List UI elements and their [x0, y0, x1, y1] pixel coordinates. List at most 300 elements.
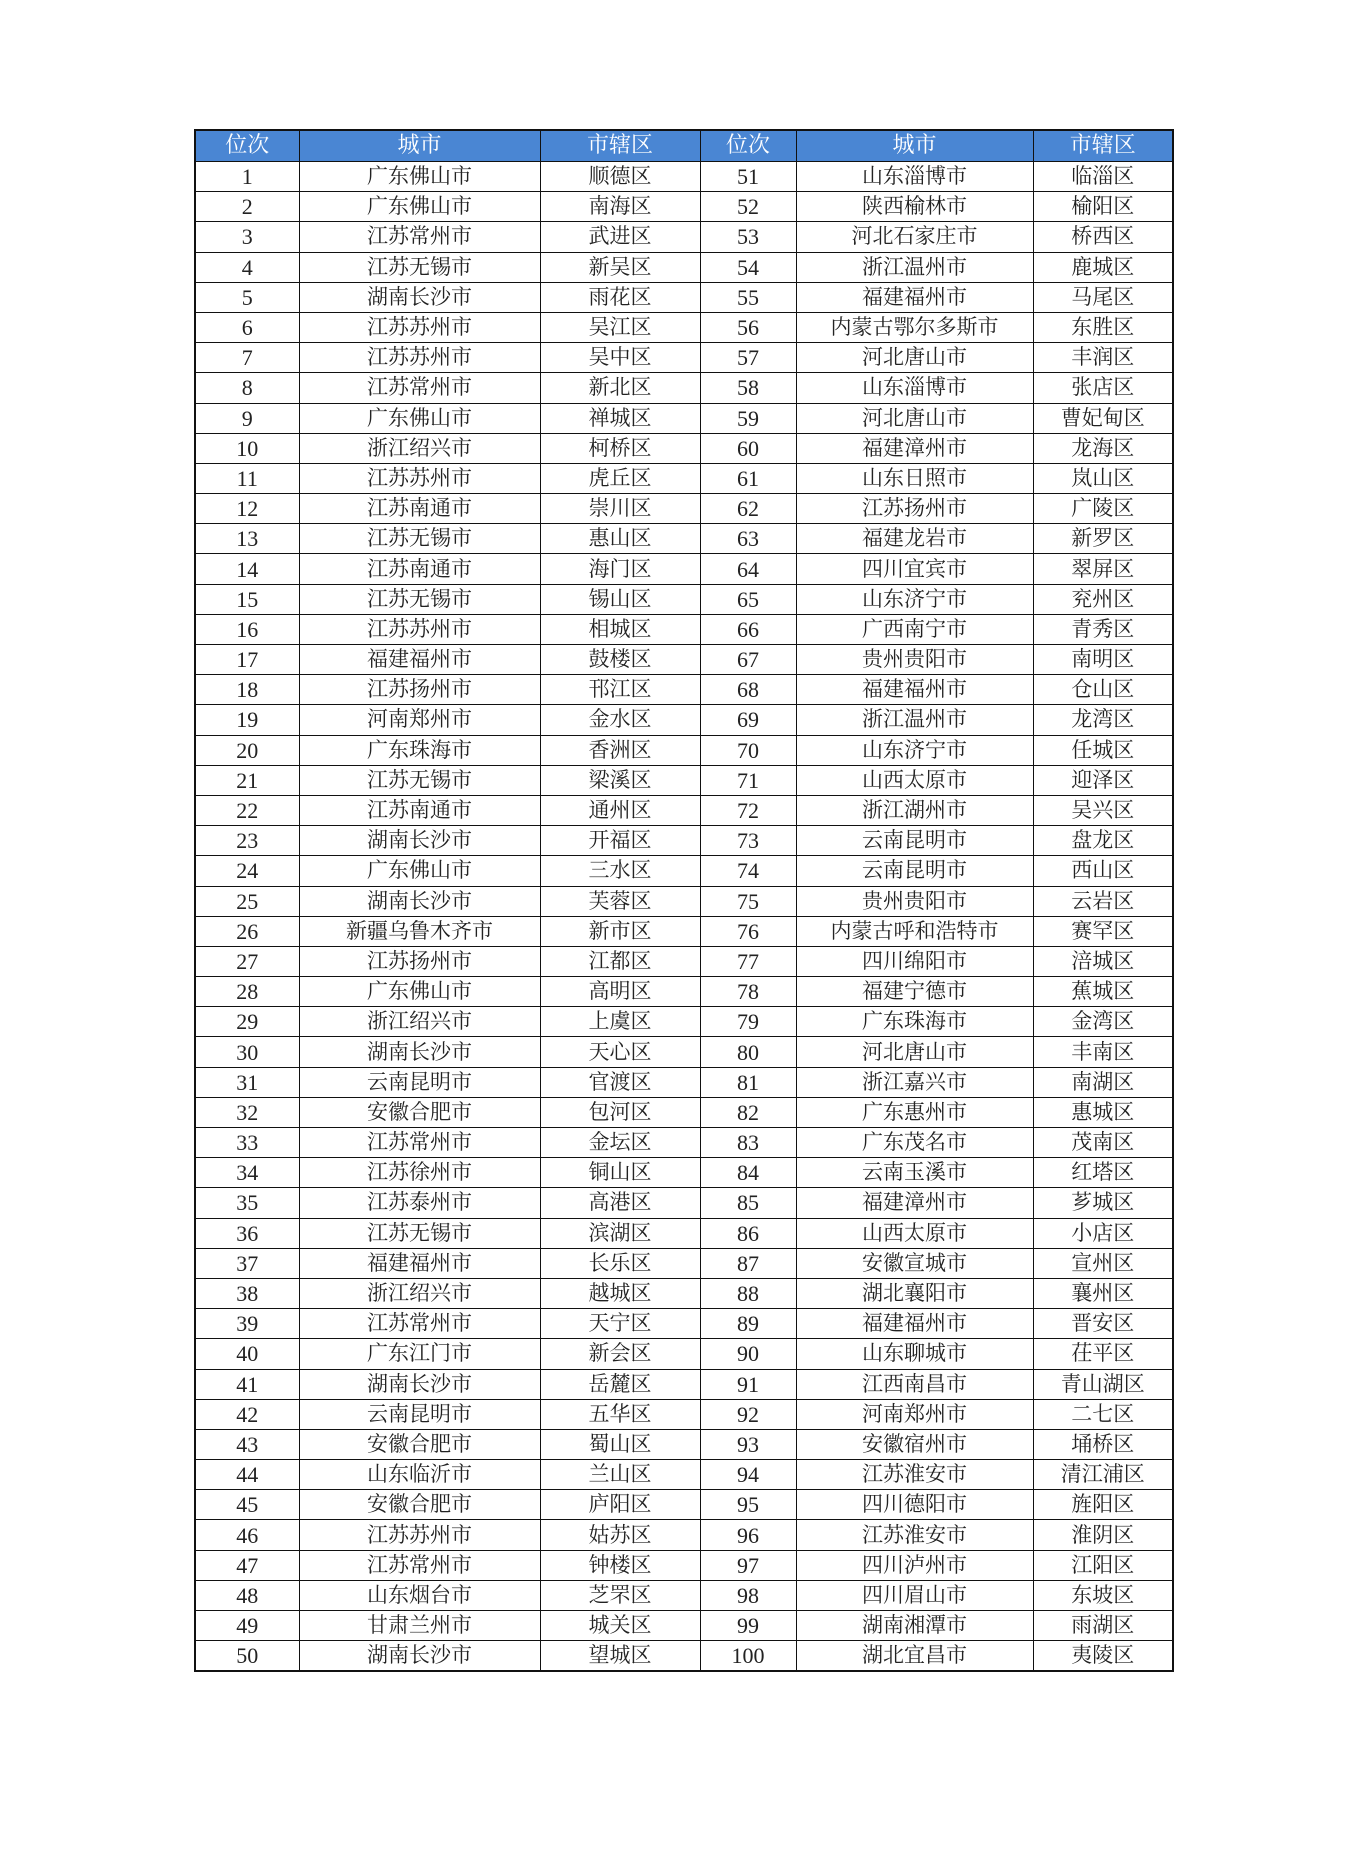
- table-row: [195, 1580, 1173, 1610]
- rank-right-cell: 54: [700, 252, 796, 282]
- district-right-cell: 旌阳区: [1033, 1490, 1173, 1520]
- city-right-cell: 云南昆明市: [796, 856, 1033, 886]
- district-left-cell: 城关区: [540, 1611, 700, 1641]
- table-row: [195, 1248, 1173, 1278]
- rank-left-cell: 46: [195, 1520, 299, 1550]
- table-row: [195, 162, 1173, 192]
- district-right-cell: 马尾区: [1033, 282, 1173, 312]
- rank-left-cell: 44: [195, 1460, 299, 1490]
- district-left-cell: 长乐区: [540, 1248, 700, 1278]
- table-row: [195, 433, 1173, 463]
- district-left-cell: 武进区: [540, 222, 700, 252]
- district-left-cell: 滨湖区: [540, 1218, 700, 1248]
- rank-left-cell: 47: [195, 1550, 299, 1580]
- district-right-cell: 南湖区: [1033, 1067, 1173, 1097]
- district-left-cell: 邗江区: [540, 675, 700, 705]
- city-left-cell: 安徽合肥市: [299, 1097, 540, 1127]
- rank-left-cell: 25: [195, 886, 299, 916]
- district-right-cell: 鹿城区: [1033, 252, 1173, 282]
- district-right-cell: 青秀区: [1033, 614, 1173, 644]
- city-left-cell: 江苏苏州市: [299, 343, 540, 373]
- district-left-cell: 五华区: [540, 1399, 700, 1429]
- rank-left-cell: 27: [195, 946, 299, 976]
- table-row: [195, 524, 1173, 554]
- district-right-cell: 芗城区: [1033, 1188, 1173, 1218]
- district-left-cell: 相城区: [540, 614, 700, 644]
- district-left-cell: 鼓楼区: [540, 645, 700, 675]
- city-left-cell: 江苏苏州市: [299, 1520, 540, 1550]
- city-right-cell: 山东聊城市: [796, 1339, 1033, 1369]
- rank-left-cell: 15: [195, 584, 299, 614]
- table-row: [195, 1460, 1173, 1490]
- city-left-cell: 广东佛山市: [299, 192, 540, 222]
- header-rank-left: 位次: [195, 130, 299, 162]
- rank-left-cell: 32: [195, 1097, 299, 1127]
- district-left-cell: 姑苏区: [540, 1520, 700, 1550]
- table-row: [195, 1097, 1173, 1127]
- district-right-cell: 云岩区: [1033, 886, 1173, 916]
- district-right-cell: 丰润区: [1033, 343, 1173, 373]
- city-right-cell: 河南郑州市: [796, 1399, 1033, 1429]
- rank-right-cell: 93: [700, 1429, 796, 1459]
- city-left-cell: 云南昆明市: [299, 1399, 540, 1429]
- city-right-cell: 安徽宿州市: [796, 1429, 1033, 1459]
- city-right-cell: 广东惠州市: [796, 1097, 1033, 1127]
- rank-left-cell: 48: [195, 1580, 299, 1610]
- rank-right-cell: 88: [700, 1278, 796, 1308]
- district-left-cell: 开福区: [540, 826, 700, 856]
- table-row: [195, 645, 1173, 675]
- city-left-cell: 甘肃兰州市: [299, 1611, 540, 1641]
- rank-right-cell: 69: [700, 705, 796, 735]
- rank-right-cell: 90: [700, 1339, 796, 1369]
- header-city-left: 城市: [299, 130, 540, 162]
- rank-right-cell: 84: [700, 1158, 796, 1188]
- city-right-cell: 浙江湖州市: [796, 795, 1033, 825]
- city-right-cell: 浙江温州市: [796, 252, 1033, 282]
- rank-left-cell: 17: [195, 645, 299, 675]
- city-right-cell: 福建宁德市: [796, 977, 1033, 1007]
- district-right-cell: 江阳区: [1033, 1550, 1173, 1580]
- city-left-cell: 江苏常州市: [299, 222, 540, 252]
- district-ranking-table: [194, 129, 1174, 1672]
- rank-left-cell: 24: [195, 856, 299, 886]
- rank-left-cell: 28: [195, 977, 299, 1007]
- city-left-cell: 新疆乌鲁木齐市: [299, 916, 540, 946]
- city-left-cell: 山东烟台市: [299, 1580, 540, 1610]
- city-right-cell: 四川绵阳市: [796, 946, 1033, 976]
- district-right-cell: 仓山区: [1033, 675, 1173, 705]
- district-right-cell: 东坡区: [1033, 1580, 1173, 1610]
- city-left-cell: 广东江门市: [299, 1339, 540, 1369]
- district-left-cell: 新市区: [540, 916, 700, 946]
- city-right-cell: 福建漳州市: [796, 433, 1033, 463]
- rank-right-cell: 87: [700, 1248, 796, 1278]
- rank-right-cell: 82: [700, 1097, 796, 1127]
- district-left-cell: 吴江区: [540, 312, 700, 342]
- district-left-cell: 通州区: [540, 795, 700, 825]
- table-row: [195, 1037, 1173, 1067]
- city-left-cell: 江苏扬州市: [299, 946, 540, 976]
- rank-right-cell: 66: [700, 614, 796, 644]
- table-body: [195, 162, 1173, 1672]
- city-right-cell: 河北唐山市: [796, 1037, 1033, 1067]
- city-left-cell: 广东珠海市: [299, 735, 540, 765]
- district-right-cell: 埇桥区: [1033, 1429, 1173, 1459]
- city-right-cell: 山西太原市: [796, 765, 1033, 795]
- rank-right-cell: 83: [700, 1128, 796, 1158]
- rank-right-cell: 51: [700, 162, 796, 192]
- table-row: [195, 1339, 1173, 1369]
- city-left-cell: 江苏常州市: [299, 1128, 540, 1158]
- district-left-cell: 吴中区: [540, 343, 700, 373]
- district-right-cell: 迎泽区: [1033, 765, 1173, 795]
- table-row: [195, 463, 1173, 493]
- city-right-cell: 云南昆明市: [796, 826, 1033, 856]
- city-right-cell: 山西太原市: [796, 1218, 1033, 1248]
- table-row: [195, 1067, 1173, 1097]
- city-right-cell: 福建福州市: [796, 675, 1033, 705]
- table-row: [195, 1369, 1173, 1399]
- rank-right-cell: 73: [700, 826, 796, 856]
- district-left-cell: 兰山区: [540, 1460, 700, 1490]
- rank-left-cell: 18: [195, 675, 299, 705]
- table-row: [195, 1007, 1173, 1037]
- city-right-cell: 山东日照市: [796, 463, 1033, 493]
- district-right-cell: 茌平区: [1033, 1339, 1173, 1369]
- city-right-cell: 山东济宁市: [796, 584, 1033, 614]
- city-right-cell: 内蒙古呼和浩特市: [796, 916, 1033, 946]
- city-left-cell: 江苏南通市: [299, 795, 540, 825]
- district-left-cell: 蜀山区: [540, 1429, 700, 1459]
- rank-right-cell: 100: [700, 1641, 796, 1672]
- rank-right-cell: 95: [700, 1490, 796, 1520]
- city-right-cell: 四川宜宾市: [796, 554, 1033, 584]
- district-right-cell: 茂南区: [1033, 1128, 1173, 1158]
- district-right-cell: 襄州区: [1033, 1278, 1173, 1308]
- table-row: [195, 826, 1173, 856]
- rank-left-cell: 6: [195, 312, 299, 342]
- rank-left-cell: 9: [195, 403, 299, 433]
- rank-right-cell: 72: [700, 795, 796, 825]
- city-right-cell: 福建龙岩市: [796, 524, 1033, 554]
- district-left-cell: 金坛区: [540, 1128, 700, 1158]
- city-right-cell: 山东淄博市: [796, 373, 1033, 403]
- rank-left-cell: 45: [195, 1490, 299, 1520]
- district-right-cell: 桥西区: [1033, 222, 1173, 252]
- table-row: [195, 1218, 1173, 1248]
- rank-left-cell: 30: [195, 1037, 299, 1067]
- district-left-cell: 海门区: [540, 554, 700, 584]
- table-row: [195, 1278, 1173, 1308]
- rank-right-cell: 56: [700, 312, 796, 342]
- rank-right-cell: 76: [700, 916, 796, 946]
- city-right-cell: 四川眉山市: [796, 1580, 1033, 1610]
- table-row: [195, 886, 1173, 916]
- table-row: [195, 343, 1173, 373]
- city-right-cell: 福建漳州市: [796, 1188, 1033, 1218]
- rank-right-cell: 61: [700, 463, 796, 493]
- district-right-cell: 雨湖区: [1033, 1611, 1173, 1641]
- rank-left-cell: 33: [195, 1128, 299, 1158]
- city-left-cell: 云南昆明市: [299, 1067, 540, 1097]
- city-left-cell: 江苏无锡市: [299, 765, 540, 795]
- city-left-cell: 江苏无锡市: [299, 584, 540, 614]
- city-right-cell: 湖北宜昌市: [796, 1641, 1033, 1672]
- rank-left-cell: 41: [195, 1369, 299, 1399]
- district-left-cell: 上虞区: [540, 1007, 700, 1037]
- district-left-cell: 锡山区: [540, 584, 700, 614]
- rank-right-cell: 63: [700, 524, 796, 554]
- table-row: [195, 1550, 1173, 1580]
- district-right-cell: 岚山区: [1033, 463, 1173, 493]
- rank-right-cell: 86: [700, 1218, 796, 1248]
- rank-right-cell: 74: [700, 856, 796, 886]
- district-left-cell: 天心区: [540, 1037, 700, 1067]
- city-left-cell: 江苏扬州市: [299, 675, 540, 705]
- district-right-cell: 夷陵区: [1033, 1641, 1173, 1672]
- table-row: [195, 192, 1173, 222]
- rank-right-cell: 92: [700, 1399, 796, 1429]
- rank-left-cell: 16: [195, 614, 299, 644]
- rank-right-cell: 59: [700, 403, 796, 433]
- city-left-cell: 江苏常州市: [299, 373, 540, 403]
- district-left-cell: 雨花区: [540, 282, 700, 312]
- city-left-cell: 浙江绍兴市: [299, 433, 540, 463]
- table-row: [195, 1188, 1173, 1218]
- rank-right-cell: 53: [700, 222, 796, 252]
- district-right-cell: 龙海区: [1033, 433, 1173, 463]
- rank-left-cell: 4: [195, 252, 299, 282]
- district-right-cell: 任城区: [1033, 735, 1173, 765]
- rank-left-cell: 23: [195, 826, 299, 856]
- city-right-cell: 河北唐山市: [796, 403, 1033, 433]
- rank-right-cell: 81: [700, 1067, 796, 1097]
- city-right-cell: 云南玉溪市: [796, 1158, 1033, 1188]
- district-left-cell: 江都区: [540, 946, 700, 976]
- rank-left-cell: 42: [195, 1399, 299, 1429]
- rank-left-cell: 1: [195, 162, 299, 192]
- city-left-cell: 广东佛山市: [299, 856, 540, 886]
- city-left-cell: 福建福州市: [299, 1248, 540, 1278]
- rank-right-cell: 70: [700, 735, 796, 765]
- table-row: [195, 735, 1173, 765]
- table-row: [195, 312, 1173, 342]
- city-left-cell: 福建福州市: [299, 645, 540, 675]
- city-right-cell: 江苏淮安市: [796, 1520, 1033, 1550]
- city-right-cell: 福建福州市: [796, 282, 1033, 312]
- district-right-cell: 二七区: [1033, 1399, 1173, 1429]
- city-right-cell: 安徽宣城市: [796, 1248, 1033, 1278]
- district-right-cell: 张店区: [1033, 373, 1173, 403]
- rank-right-cell: 85: [700, 1188, 796, 1218]
- district-left-cell: 禅城区: [540, 403, 700, 433]
- rank-left-cell: 21: [195, 765, 299, 795]
- rank-right-cell: 52: [700, 192, 796, 222]
- district-left-cell: 芝罘区: [540, 1580, 700, 1610]
- city-right-cell: 浙江温州市: [796, 705, 1033, 735]
- district-right-cell: 金湾区: [1033, 1007, 1173, 1037]
- table-row: [195, 554, 1173, 584]
- city-right-cell: 江西南昌市: [796, 1369, 1033, 1399]
- district-right-cell: 赛罕区: [1033, 916, 1173, 946]
- rank-left-cell: 7: [195, 343, 299, 373]
- district-left-cell: 南海区: [540, 192, 700, 222]
- rank-left-cell: 35: [195, 1188, 299, 1218]
- table-header: [195, 130, 1173, 162]
- table-row: [195, 795, 1173, 825]
- district-left-cell: 新北区: [540, 373, 700, 403]
- city-left-cell: 湖南长沙市: [299, 282, 540, 312]
- district-left-cell: 铜山区: [540, 1158, 700, 1188]
- rank-right-cell: 71: [700, 765, 796, 795]
- city-left-cell: 安徽合肥市: [299, 1429, 540, 1459]
- city-right-cell: 浙江嘉兴市: [796, 1067, 1033, 1097]
- rank-left-cell: 34: [195, 1158, 299, 1188]
- rank-right-cell: 79: [700, 1007, 796, 1037]
- city-right-cell: 河北石家庄市: [796, 222, 1033, 252]
- district-left-cell: 岳麓区: [540, 1369, 700, 1399]
- city-right-cell: 陕西榆林市: [796, 192, 1033, 222]
- district-right-cell: 广陵区: [1033, 494, 1173, 524]
- rank-right-cell: 55: [700, 282, 796, 312]
- table-row: [195, 1611, 1173, 1641]
- district-right-cell: 蕉城区: [1033, 977, 1173, 1007]
- city-right-cell: 福建福州市: [796, 1309, 1033, 1339]
- rank-right-cell: 97: [700, 1550, 796, 1580]
- district-left-cell: 金水区: [540, 705, 700, 735]
- district-right-cell: 西山区: [1033, 856, 1173, 886]
- rank-right-cell: 75: [700, 886, 796, 916]
- district-right-cell: 新罗区: [1033, 524, 1173, 554]
- city-left-cell: 江苏常州市: [299, 1550, 540, 1580]
- rank-left-cell: 3: [195, 222, 299, 252]
- district-right-cell: 清江浦区: [1033, 1460, 1173, 1490]
- city-right-cell: 广东茂名市: [796, 1128, 1033, 1158]
- table-row: [195, 675, 1173, 705]
- district-left-cell: 柯桥区: [540, 433, 700, 463]
- table-row: [195, 373, 1173, 403]
- table-row: [195, 222, 1173, 252]
- district-right-cell: 兖州区: [1033, 584, 1173, 614]
- table-row: [195, 614, 1173, 644]
- table-row: [195, 916, 1173, 946]
- city-right-cell: 贵州贵阳市: [796, 645, 1033, 675]
- rank-right-cell: 57: [700, 343, 796, 373]
- city-left-cell: 湖南长沙市: [299, 1369, 540, 1399]
- city-left-cell: 河南郑州市: [299, 705, 540, 735]
- city-left-cell: 江苏苏州市: [299, 463, 540, 493]
- table-row: [195, 1309, 1173, 1339]
- rank-right-cell: 62: [700, 494, 796, 524]
- rank-left-cell: 2: [195, 192, 299, 222]
- district-right-cell: 龙湾区: [1033, 705, 1173, 735]
- rank-left-cell: 26: [195, 916, 299, 946]
- rank-right-cell: 94: [700, 1460, 796, 1490]
- district-right-cell: 青山湖区: [1033, 1369, 1173, 1399]
- table-row: [195, 765, 1173, 795]
- table-row: [195, 705, 1173, 735]
- district-right-cell: 南明区: [1033, 645, 1173, 675]
- city-left-cell: 湖南长沙市: [299, 826, 540, 856]
- table-row: [195, 282, 1173, 312]
- city-left-cell: 江苏徐州市: [299, 1158, 540, 1188]
- header-rank-right: 位次: [700, 130, 796, 162]
- rank-left-cell: 11: [195, 463, 299, 493]
- district-left-cell: 香洲区: [540, 735, 700, 765]
- district-right-cell: 丰南区: [1033, 1037, 1173, 1067]
- district-left-cell: 高港区: [540, 1188, 700, 1218]
- rank-left-cell: 19: [195, 705, 299, 735]
- city-left-cell: 广东佛山市: [299, 162, 540, 192]
- table-row: [195, 403, 1173, 433]
- city-left-cell: 广东佛山市: [299, 977, 540, 1007]
- city-right-cell: 湖北襄阳市: [796, 1278, 1033, 1308]
- rank-right-cell: 96: [700, 1520, 796, 1550]
- rank-right-cell: 91: [700, 1369, 796, 1399]
- header-row: [195, 130, 1173, 162]
- city-right-cell: 江苏淮安市: [796, 1460, 1033, 1490]
- rank-left-cell: 12: [195, 494, 299, 524]
- city-left-cell: 江苏无锡市: [299, 252, 540, 282]
- district-right-cell: 晋安区: [1033, 1309, 1173, 1339]
- rank-left-cell: 20: [195, 735, 299, 765]
- city-left-cell: 浙江绍兴市: [299, 1007, 540, 1037]
- district-right-cell: 红塔区: [1033, 1158, 1173, 1188]
- rank-right-cell: 67: [700, 645, 796, 675]
- rank-right-cell: 89: [700, 1309, 796, 1339]
- district-left-cell: 包河区: [540, 1097, 700, 1127]
- city-right-cell: 广西南宁市: [796, 614, 1033, 644]
- city-left-cell: 江苏苏州市: [299, 614, 540, 644]
- header-district-left: 市辖区: [540, 130, 700, 162]
- rank-left-cell: 43: [195, 1429, 299, 1459]
- rank-left-cell: 29: [195, 1007, 299, 1037]
- city-left-cell: 江苏无锡市: [299, 524, 540, 554]
- rank-right-cell: 64: [700, 554, 796, 584]
- rank-right-cell: 60: [700, 433, 796, 463]
- city-right-cell: 山东淄博市: [796, 162, 1033, 192]
- rank-left-cell: 8: [195, 373, 299, 403]
- city-left-cell: 湖南长沙市: [299, 886, 540, 916]
- city-right-cell: 四川泸州市: [796, 1550, 1033, 1580]
- city-left-cell: 江苏泰州市: [299, 1188, 540, 1218]
- rank-right-cell: 77: [700, 946, 796, 976]
- rank-left-cell: 10: [195, 433, 299, 463]
- district-right-cell: 榆阳区: [1033, 192, 1173, 222]
- city-left-cell: 江苏南通市: [299, 554, 540, 584]
- district-left-cell: 新会区: [540, 1339, 700, 1369]
- district-right-cell: 吴兴区: [1033, 795, 1173, 825]
- city-left-cell: 江苏常州市: [299, 1309, 540, 1339]
- city-right-cell: 四川德阳市: [796, 1490, 1033, 1520]
- city-left-cell: 湖南长沙市: [299, 1037, 540, 1067]
- district-left-cell: 梁溪区: [540, 765, 700, 795]
- district-left-cell: 芙蓉区: [540, 886, 700, 916]
- district-right-cell: 宣州区: [1033, 1248, 1173, 1278]
- city-left-cell: 湖南长沙市: [299, 1641, 540, 1672]
- district-left-cell: 庐阳区: [540, 1490, 700, 1520]
- rank-right-cell: 58: [700, 373, 796, 403]
- rank-left-cell: 37: [195, 1248, 299, 1278]
- rank-left-cell: 50: [195, 1641, 299, 1672]
- district-right-cell: 曹妃甸区: [1033, 403, 1173, 433]
- rank-left-cell: 31: [195, 1067, 299, 1097]
- table-row: [195, 1399, 1173, 1429]
- district-left-cell: 顺德区: [540, 162, 700, 192]
- city-right-cell: 河北唐山市: [796, 343, 1033, 373]
- table-row: [195, 1490, 1173, 1520]
